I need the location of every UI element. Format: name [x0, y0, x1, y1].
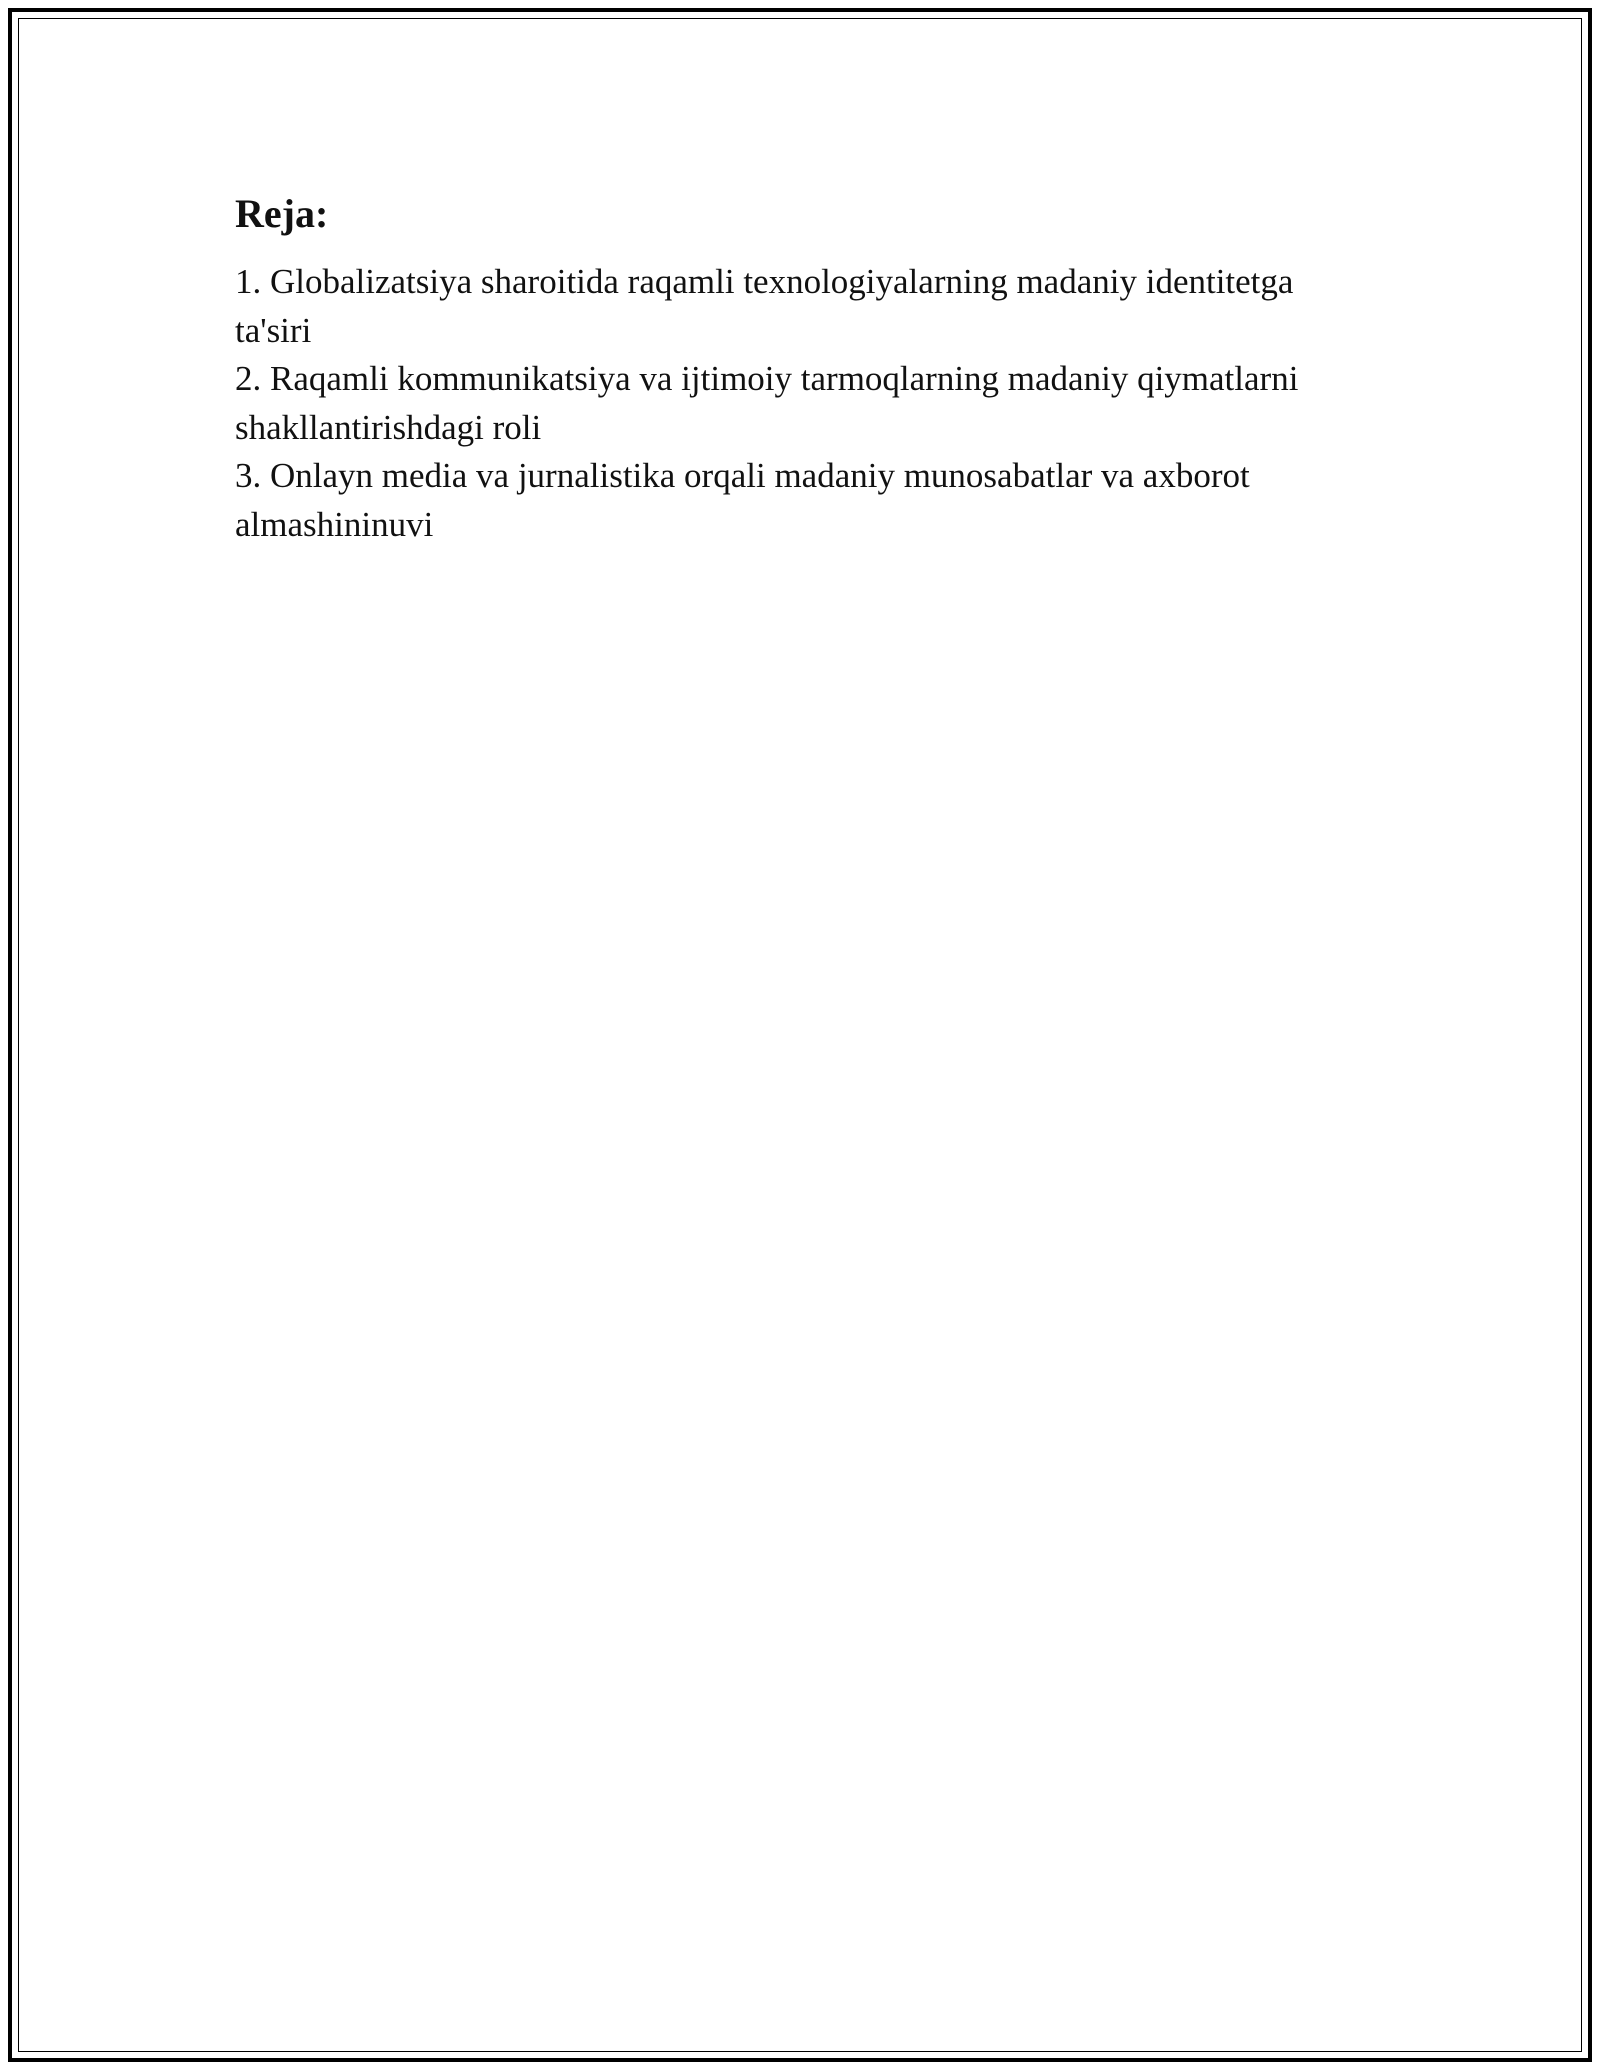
plan-item-3: 3. Onlayn media va jurnalistika orqali madaniy munosabatlar va axborot almashininuvi — [235, 456, 1250, 544]
plan-item-1: 1. Globalizatsiya sharoitida raqamli texnologiyalarning madaniy identitetga ta'siri — [235, 262, 1294, 350]
plan-list — [235, 258, 1365, 549]
plan-heading: Reja: — [235, 191, 329, 236]
plan-item-2: 2. Raqamli kommunikatsiya va ijtimoiy tarmoqlarning madaniy qiymatlarni shakllantirishdagi roli — [235, 359, 1299, 447]
document-body — [235, 186, 1365, 549]
